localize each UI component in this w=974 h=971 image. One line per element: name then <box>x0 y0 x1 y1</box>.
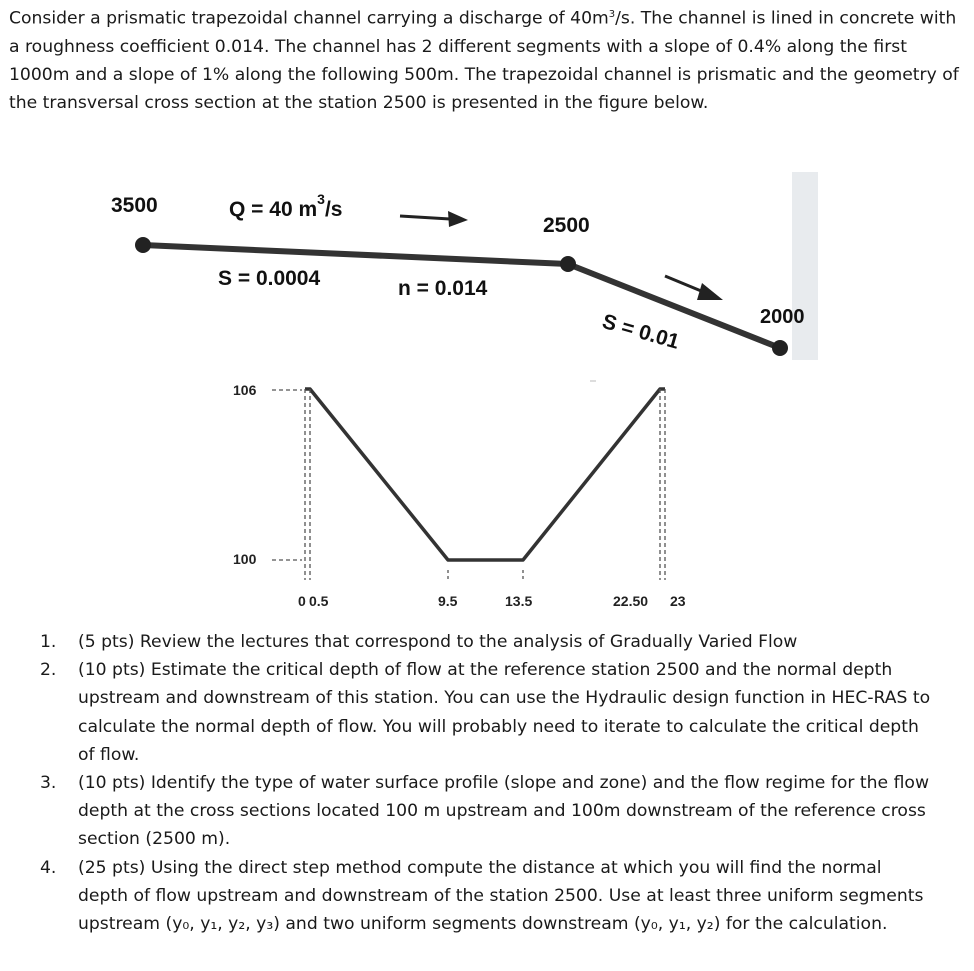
station-3500-label: 3500 <box>111 194 158 217</box>
station-2000-dot <box>772 340 788 356</box>
station-2500-label: 2500 <box>543 214 590 237</box>
flow-arrow-downstream-icon <box>665 276 723 300</box>
upstream-reach-line <box>143 245 568 264</box>
question-points: (5 pts) <box>78 632 135 652</box>
question-number: 2. <box>40 660 57 681</box>
station-2500-dot <box>560 256 576 272</box>
question-text: Estimate the critical depth of flow at the reference station 2500 and the normal depth upstream and downstream of this station. You can use the Hydraulic design function in HEC-RAS to calculate the normal depth of flow. You will probably need to iterate to calculate the critical depth of flow. <box>78 660 931 765</box>
roughness-label: n = 0.014 <box>398 277 488 300</box>
flow-arrow-upstream-icon <box>400 211 468 227</box>
question-item <box>0 769 974 854</box>
question-number: 3. <box>40 773 57 794</box>
channel-figure <box>0 160 974 620</box>
discharge-exponent: 3 <box>317 191 325 207</box>
question-item <box>0 656 974 769</box>
question-text: Using the direct step method compute the distance at which you will find the normal depth of flow upstream and downstream of the station 2500. Use at least three uniform segments upstream (y₀, y₁, y₂, y₃) and two uniform segments downstream (y₀, y₁, y₂) for the calculation. <box>78 857 924 935</box>
question-item <box>0 854 974 939</box>
question-text: Review the lectures that correspond to the analysis of Gradually Varied Flow <box>139 632 798 652</box>
discharge-suffix: /s <box>324 198 343 221</box>
station-tick-0-5: 0.5 <box>309 593 329 609</box>
station-tick-13-5: 13.5 <box>505 593 533 609</box>
question-item <box>0 628 974 656</box>
station-tick-0: 0 <box>298 593 306 609</box>
question-list <box>0 628 974 938</box>
discharge-prefix: Q = 40 m <box>229 198 318 221</box>
question-points: (25 pts) <box>78 857 146 878</box>
intro-prefix: Consider a prismatic trapezoidal channel carrying a discharge of 40m <box>9 8 609 29</box>
question-number: 1. <box>40 632 57 652</box>
figure-graphics <box>0 160 974 620</box>
slope-downstream-label: S = 0.01 <box>599 310 682 354</box>
question-number: 4. <box>40 857 57 878</box>
station-tick-22-50: 22.50 <box>613 593 649 609</box>
station-3500-dot <box>135 237 151 253</box>
slope-upstream-label: S = 0.0004 <box>218 267 321 290</box>
station-2000-label: 2000 <box>760 306 805 328</box>
problem-statement <box>9 1 964 118</box>
station-tick-9-5: 9.5 <box>438 593 458 609</box>
elevation-bottom-label: 100 <box>233 551 257 567</box>
question-points: (10 pts) <box>78 660 146 681</box>
cross-section-geometry <box>272 381 665 580</box>
elevation-top-label: 106 <box>233 382 257 398</box>
discharge-label <box>229 191 343 222</box>
question-points: (10 pts) <box>78 773 146 794</box>
intro-superscript: 3 <box>608 9 616 20</box>
intro-suffix: /s. The channel is lined in concrete with a roughness coefficient 0.014. The channel has 2 different segments with a slope of 0.4% along the first 1000m and a slope of 1% along the following 500m. The trapezoidal channel is prismatic and the geometry of the transversal cross section at the station 2500 is presented in the figure below. <box>9 8 959 114</box>
scan-shading <box>792 172 818 360</box>
question-text: Identify the type of water surface profile (slope and zone) and the flow regime for the flow depth at the cross sections located 100 m upstream and 100m downstream of the reference cross section (2500 m). <box>78 773 929 850</box>
station-tick-23: 23 <box>670 593 686 609</box>
